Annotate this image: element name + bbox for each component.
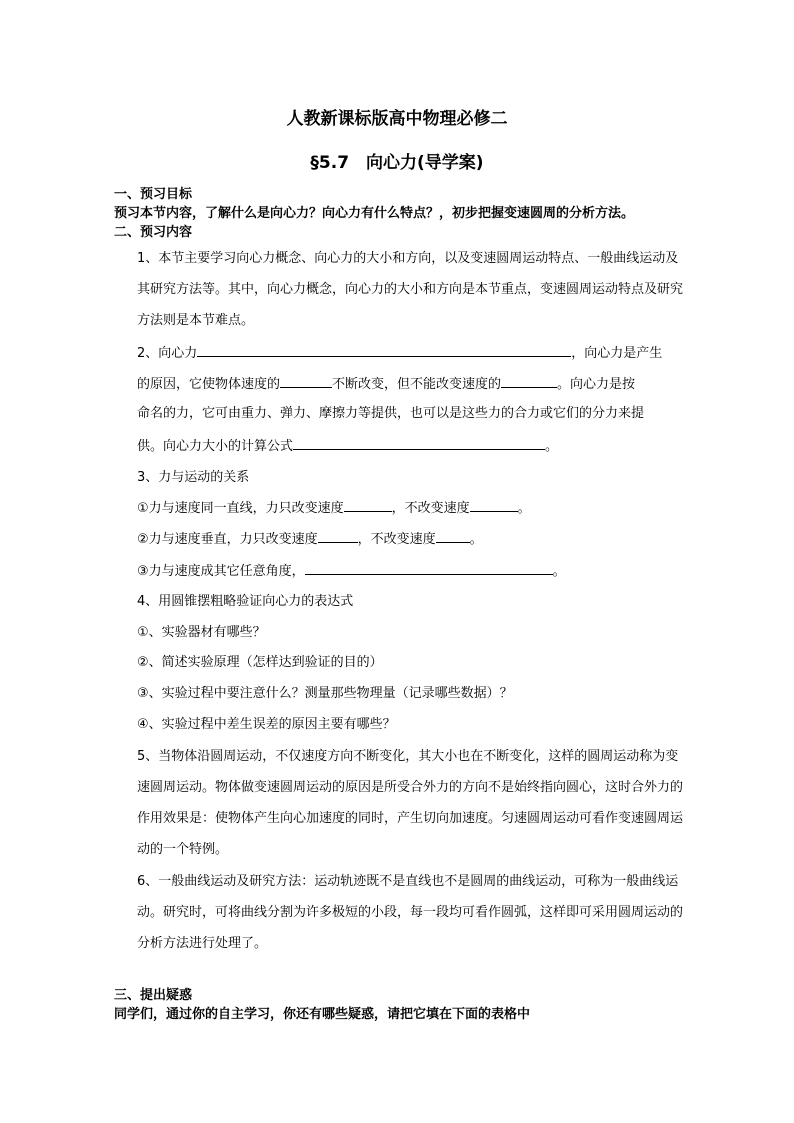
experiment-question-4: ④、实验过程中差生误差的原因主要有哪些？ [137, 717, 396, 732]
content-paragraph-6: 6、一般曲线运动及研究方法：运动轨迹既不是直线也不是圆周的曲线运动，可称为一般曲线运动。研究时，可将曲线分割为许多极短的小段，每一段均可看作圆弧，这样即可采用圆周运动的分析方法进行处理了。 [137, 874, 684, 951]
section-heading-preview-content: 二、预习内容 [114, 225, 193, 240]
item-1-text-c: 。 [517, 501, 531, 516]
content-paragraph-2-line-1 [137, 342, 662, 364]
p2-text-d: 不断改变，但不能改变速度的 [332, 377, 502, 392]
document-title: 人教新课标版高中物理必修二 [286, 109, 508, 129]
experiment-question-3: ③、实验过程中要注意什么？测量那些物理量（记录哪些数据）？ [137, 686, 513, 701]
fill-blank[interactable] [197, 342, 571, 357]
item-2-text-b: ，不改变速度 [357, 532, 436, 547]
content-paragraph-2-line-4 [137, 435, 558, 457]
item-3-text-b: 。 [552, 564, 566, 579]
fill-blank[interactable] [293, 435, 545, 450]
force-motion-item-2 [137, 528, 483, 550]
section-heading-preview-goal: 一、预习目标 [114, 187, 193, 202]
fill-blank[interactable] [501, 373, 557, 388]
document-subtitle: §5.7 向心力(导学案) [310, 153, 484, 173]
content-paragraph-1: 1、本节主要学习向心力概念、向心力的大小和方向，以及变速圆周运动特点、一般曲线运动及其研究方法等。其中，向心力概念，向心力的大小和方向是本节重点，变速圆周运动特点及研究方法则是本节难点。 [137, 251, 684, 328]
experiment-question-1: ①、实验器材有哪些？ [137, 625, 266, 640]
preview-goal-text: 预习本节内容，了解什么是向心力？向心力有什么特点？，初步把握变速圆周的分析方法。 [114, 206, 635, 221]
fill-blank[interactable] [344, 497, 392, 512]
force-motion-item-3 [137, 560, 566, 582]
content-paragraph-3-title: 3、力与运动的关系 [137, 470, 250, 485]
fill-blank[interactable] [470, 497, 518, 512]
item-3-text-a: ③力与速度成其它任意角度， [137, 564, 305, 579]
item-1-text-a: ①力与速度同一直线，力只改变速度 [137, 501, 344, 516]
p2-text-a: 2、向心力 [137, 346, 198, 361]
p2-text-e: 。向心力是按 [557, 377, 636, 392]
section-heading-questions: 三、提出疑惑 [114, 988, 193, 1003]
p2-text-f: 命名的力，它可由重力、弹力、摩擦力等提供，也可以是这些力的合力或它们的分力来提 [137, 406, 645, 421]
p2-text-b: ，向心力是产生 [571, 346, 663, 361]
content-paragraph-2-line-3 [137, 404, 644, 424]
p2-text-g: 供。向心力大小的计算公式 [137, 439, 294, 454]
content-paragraph-4-title: 4、用圆锥摆粗略验证向心力的表达式 [137, 594, 354, 609]
item-2-text-a: ②力与速度垂直，力只改变速度 [137, 532, 318, 547]
content-paragraph-2-line-2 [137, 373, 635, 395]
item-2-text-c: 。 [469, 532, 483, 547]
p2-text-h: 。 [545, 439, 559, 454]
fill-blank[interactable] [436, 528, 470, 543]
p2-text-c: 的原因，它使物体速度的 [137, 377, 281, 392]
fill-blank[interactable] [280, 373, 332, 388]
force-motion-item-1 [137, 497, 531, 519]
questions-instruction-text: 同学们，通过你的自主学习，你还有哪些疑惑，请把它填在下面的表格中 [114, 1007, 531, 1022]
fill-blank[interactable] [305, 560, 553, 575]
content-paragraph-5: 5、当物体沿圆周运动，不仅速度方向不断变化，其大小也在不断变化，这样的圆周运动称为变速圆周运动。物体做变速圆周运动的原因是所受合外力的方向不是始终指向圆心，这时合外力的作用效果是：使物体产生向心加速度的同时，产生切向加速度。匀速圆周运动可看作变速圆周运动的一个特例。 [137, 749, 684, 857]
experiment-question-2: ②、简述实验原理（怎样达到验证的目的） [137, 655, 383, 670]
item-1-text-b: ，不改变速度 [391, 501, 470, 516]
fill-blank[interactable] [318, 528, 358, 543]
